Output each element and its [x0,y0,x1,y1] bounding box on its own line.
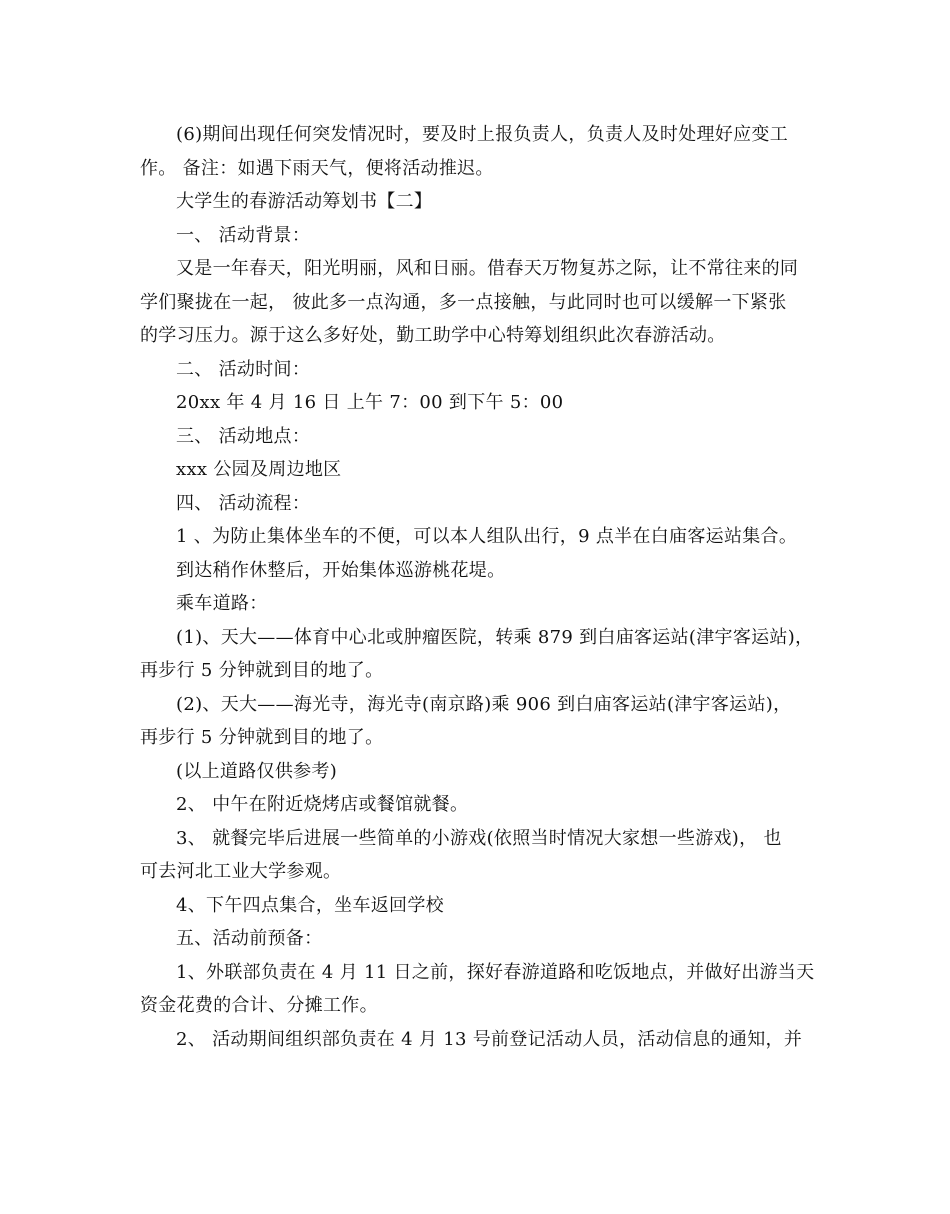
section-heading: 五、活动前预备： [176,928,323,949]
paragraph-line: (以上道路仅供参考) [176,760,338,782]
paragraph-line: 1 、为防止集体坐车的不便，可以本人组队出行，9 点半在白庙客运站集合。 [176,526,798,547]
paragraph-line: 可去河北工业大学参观。 [140,861,342,882]
paragraph-line: 的学习压力。源于这么多好处，勤工助学中心特筹划组织此次春游活动。 [140,325,726,346]
paragraph-line: 4、下午四点集合，坐车返回学校 [176,894,444,916]
section-title: 大学生的春游活动筹划书【二】 [176,191,433,212]
section-heading: 三、 活动地点： [176,425,311,447]
section-heading: 四、 活动流程： [176,492,311,514]
paragraph-line: 再步行 5 分钟就到目的地了。 [140,660,384,681]
document-body [140,118,815,1056]
section-heading: 一、 活动背景： [176,224,311,246]
paragraph-line: 1、外联部负责在 4 月 11 日之前，探好春游道路和吃饭地点，并做好出游当天 [176,961,815,983]
paragraph-line: 作。 备注：如遇下雨天气，便将活动推迟。 [140,157,494,179]
paragraph-line: 又是一年春天，阳光明丽，风和日丽。借春天万物复苏之际，让不常往来的同 [176,258,799,279]
paragraph-line: 3、 就餐完毕后进展一些简单的小游戏(依照当时情况大家想一些游戏)， 也 [176,827,782,849]
paragraph-line: xxx 公园及周边地区 [176,459,342,480]
paragraph-line: 学们聚拢在一起， 彼此多一点沟通，多一点接触，与此同时也可以缓解一下紧张 [140,291,787,313]
paragraph-line: 再步行 5 分钟就到目的地了。 [140,727,384,748]
section-heading: 二、 活动时间： [176,358,311,380]
paragraph-line: (6)期间出现任何突发情况时，要及时上报负责人，负责人及时处理好应变工 [176,124,788,145]
paragraph-line: 2、 中午在附近烧烤店或餐馆就餐。 [176,794,469,815]
paragraph-line: 乘车道路： [176,593,268,614]
paragraph-line: 到达稍作休整后，开始集体巡游桃花堤。 [176,559,506,581]
paragraph-line: 20xx 年 4 月 16 日 上午 7：00 到下午 5：00 [176,392,564,413]
paragraph-line: (2)、天大——海光寺，海光寺(南京路)乘 906 到白庙客运站(津宇客运站)， [176,693,792,715]
paragraph-line: (1)、天大——体育中心北或肿瘤医院，转乘 879 到白庙客运站(津宇客运站)， [176,626,814,648]
paragraph-line: 资金花费的合计、分摊工作。 [140,995,378,1016]
paragraph-line: 2、 活动期间组织部负责在 4 月 13 号前登记活动人员，活动信息的通知，并 [176,1028,803,1050]
